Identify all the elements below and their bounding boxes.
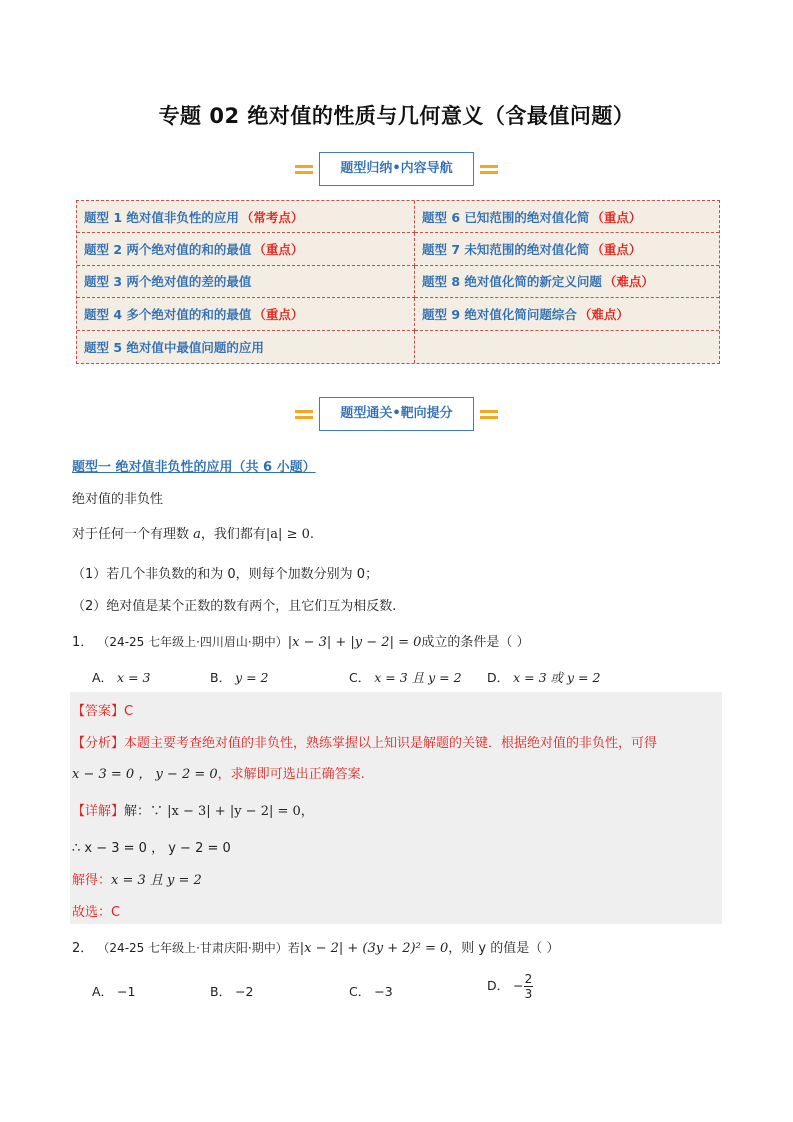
page-title: 专题 02 绝对值的性质与几何意义（含最值问题） [158, 104, 635, 128]
equals-deco-icon [480, 162, 498, 176]
answer-line [72, 700, 133, 719]
nav-label: 题型 8 绝对值化简的新定义问题 [422, 274, 602, 290]
nav-cell[interactable] [77, 298, 415, 330]
nav-cell[interactable] [77, 331, 415, 363]
option-label: B． [210, 670, 232, 685]
concept-text: ，我们都有 [200, 527, 266, 542]
nav-cell[interactable] [415, 298, 719, 330]
option-text: −1 [117, 984, 136, 999]
question-math: |x − 3| + |y − 2| = 0 [287, 635, 422, 650]
answer-value: C [124, 704, 134, 719]
choose-line: 故选：C [72, 905, 121, 920]
analysis-tag: 【分析】 [72, 736, 125, 751]
concept-line [72, 523, 314, 542]
nav-cell[interactable] [415, 233, 719, 265]
nav-cell[interactable] [415, 201, 719, 233]
nav-tag: （重点） [253, 306, 304, 322]
section-heading[interactable]: 题型一 绝对值非负性的应用（共 6 小题） [72, 460, 316, 475]
practice-banner [0, 396, 793, 432]
nav-label: 题型 9 绝对值化简问题综合 [422, 306, 577, 322]
concept-text: . [309, 527, 315, 542]
practice-banner-label: 题型通关•靶向提分 [319, 397, 473, 431]
concept-item: （2）绝对值是某个正数的数有两个，且它们互为相反数. [72, 599, 397, 614]
equals-deco-icon [295, 162, 313, 176]
solve-label: 解得： [72, 873, 112, 888]
option-b[interactable] [210, 982, 254, 1000]
solve-line [72, 869, 202, 888]
option-label: A． [92, 984, 114, 999]
nav-tag: （难点） [603, 274, 654, 290]
question-source: （24-25 七年级上·甘肃庆阳·期中）若 [97, 941, 300, 955]
option-label: A． [92, 670, 114, 685]
option-label: D． [487, 670, 510, 685]
option-b[interactable] [210, 668, 269, 686]
fraction [524, 972, 534, 1001]
analysis-text: ，求解即可选出正确答案. [217, 767, 365, 782]
option-text: −2 [235, 984, 254, 999]
nav-tag: （难点） [578, 306, 629, 322]
option-label: C． [349, 984, 371, 999]
nav-tag: （常考点） [240, 209, 304, 225]
question-math: |x − 2| + (3y + 2)² = 0 [299, 941, 449, 956]
nav-banner-label: 题型归纳•内容导航 [319, 152, 473, 186]
option-text: x = 3 或 y = 2 [513, 670, 601, 685]
analysis-math: x − 3 = 0 ， y − 2 = 0 [72, 767, 218, 782]
question-1 [72, 631, 530, 650]
question-text: 成立的条件是（ ） [421, 635, 530, 650]
option-label: B． [210, 984, 232, 999]
concept-math: |a| ≥ 0 [265, 527, 310, 542]
concept-text: 对于任何一个有理数 [72, 527, 194, 542]
analysis-text: 本题主要考查绝对值的非负性，熟练掌握以上知识是解题的关键．根据绝对值的非负性，可得 [124, 736, 658, 751]
nav-label: 题型 3 两个绝对值的差的最值 [84, 274, 252, 290]
topic-nav-table [76, 200, 720, 364]
option-c[interactable] [349, 668, 462, 686]
concept-item: （1）若几个非负数的和为 0，则每个加数分别为 0； [72, 567, 379, 582]
nav-label: 题型 7 未知范围的绝对值化简 [422, 242, 590, 258]
option-text: −3 [374, 984, 393, 999]
question-2 [72, 937, 559, 956]
analysis-line-2 [72, 763, 365, 782]
question-text: ，则 y 的值是（ ） [448, 941, 560, 956]
detail-tag: 【详解】 [72, 804, 125, 819]
nav-tag: （重点） [591, 209, 642, 225]
nav-cell-empty [415, 331, 719, 363]
nav-tag: （重点） [253, 242, 304, 258]
equals-deco-icon [480, 407, 498, 421]
detail-text: 解：∵ |x − 3| + |y − 2| = 0， [124, 804, 314, 819]
equals-deco-icon [295, 407, 313, 421]
solve-math: x = 3 且 y = 2 [111, 873, 202, 888]
analysis-line [72, 732, 657, 751]
nav-banner [0, 151, 793, 187]
option-d[interactable] [487, 972, 533, 1001]
option-text: x = 3 [117, 670, 151, 685]
concept-heading: 绝对值的非负性 [72, 492, 164, 507]
nav-label: 题型 5 绝对值中最值问题的应用 [84, 339, 264, 355]
nav-cell[interactable] [77, 201, 415, 233]
nav-tag: （重点） [591, 242, 642, 258]
option-a[interactable] [92, 668, 150, 686]
nav-label: 题型 6 已知范围的绝对值化简 [422, 209, 590, 225]
question-number: 1． [72, 635, 94, 650]
answer-tag: 【答案】 [72, 704, 125, 719]
fraction-numerator: 2 [524, 972, 533, 986]
nav-label: 题型 4 多个绝对值的和的最值 [84, 306, 252, 322]
question-number: 2． [72, 941, 94, 956]
option-label: C． [349, 670, 371, 685]
nav-cell[interactable] [77, 233, 415, 265]
option-a[interactable] [92, 982, 135, 1000]
nav-label: 题型 2 两个绝对值的和的最值 [84, 242, 252, 258]
option-text: − [513, 978, 524, 993]
option-d[interactable] [487, 668, 600, 686]
therefore-line: ∴ x − 3 = 0 ， y − 2 = 0 [72, 841, 231, 856]
question-source: （24-25 七年级上·四川眉山·期中） [97, 635, 288, 649]
option-text: x = 3 且 y = 2 [374, 670, 462, 685]
detail-line [72, 800, 314, 819]
option-c[interactable] [349, 982, 393, 1000]
option-label: D． [487, 978, 510, 993]
concept-var: a [193, 527, 201, 542]
nav-cell[interactable] [77, 266, 415, 298]
fraction-denominator: 3 [524, 987, 533, 1001]
nav-cell[interactable] [415, 266, 719, 298]
nav-label: 题型 1 绝对值非负性的应用 [84, 209, 239, 225]
option-text: y = 2 [235, 670, 269, 685]
